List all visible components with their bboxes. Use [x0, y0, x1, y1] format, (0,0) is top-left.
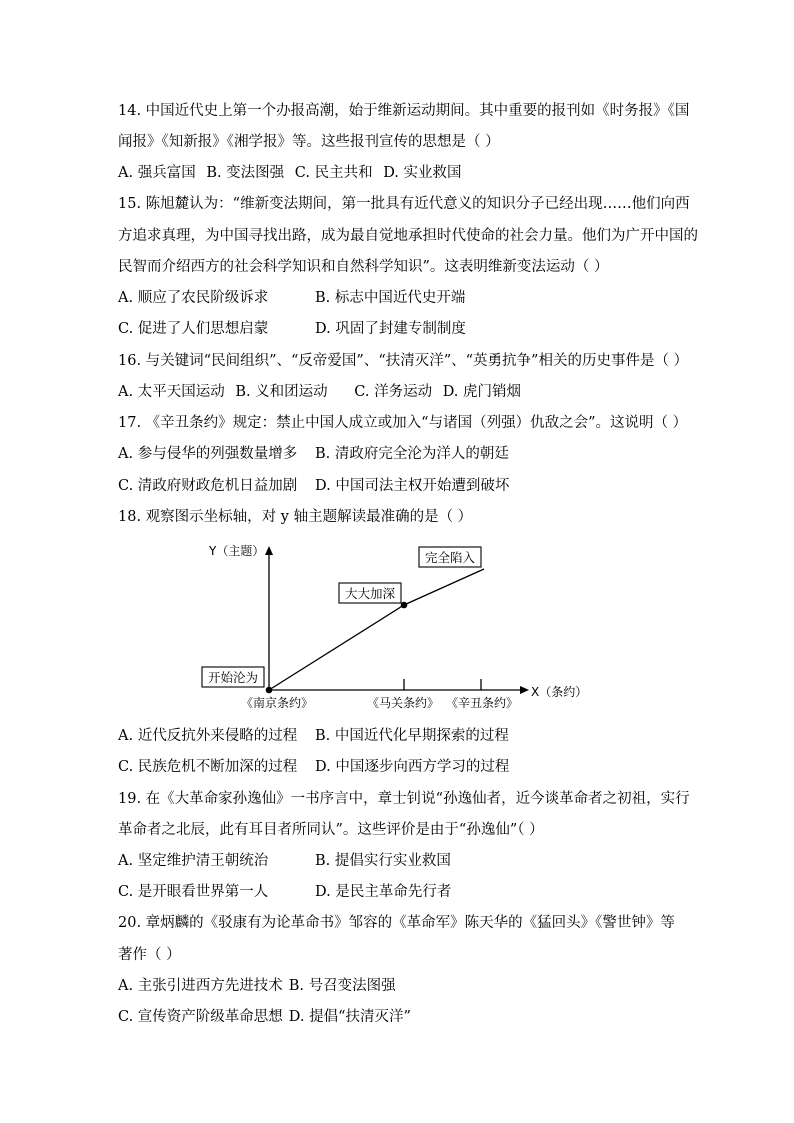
q19-option-b[interactable]: B. 提倡实行实业救国 [315, 853, 451, 869]
q18-options-row-2 [118, 757, 688, 777]
tick-label-xinchou: 《辛丑条约》 [446, 696, 519, 710]
q16-stem: 16. 与关键词“民间组织”、“反帝爱国”、“扶清灭洋”、“英勇抗争”相关的历史事件是（ ） [118, 353, 689, 369]
q20-options-row-1 [118, 976, 688, 996]
q15-stem-line-2: 方追求真理，为中国寻找出路，成为最自觉地承担时代使命的社会力量。他们为广开中国的 [118, 228, 698, 244]
q14-option-b[interactable]: B. 变法图强 [206, 165, 285, 181]
q17-options-row-2 [118, 476, 688, 496]
q18-option-d[interactable]: D. 中国逐步向西方学习的过程 [315, 759, 510, 775]
q20-option-d[interactable]: D. 提倡“扶清灭洋” [288, 1009, 411, 1025]
q20-stem-line-1: 20. 章炳麟的《驳康有为论革命书》邹容的《革命军》陈天华的《猛回头》《警世钟》等 [118, 915, 675, 931]
q19-option-c[interactable]: C. 是开眼看世界第一人 [118, 884, 269, 900]
q16-option-a[interactable]: A. 太平天国运动 [118, 384, 225, 400]
q14-stem-line-2: 闻报》《知新报》《湘学报》等。这些报刊宣传的思想是（ ） [118, 134, 500, 150]
q16-option-d[interactable]: D. 虎门销烟 [442, 384, 522, 400]
q16-option-b[interactable]: B. 义和团运动 [235, 384, 328, 400]
q18-option-b[interactable]: B. 中国近代化早期探索的过程 [315, 728, 509, 744]
q15-option-c[interactable]: C. 促进了人们思想启蒙 [118, 321, 269, 337]
q18-stem: 18. 观察图示坐标轴，对 y 轴主题解读最准确的是（ ） [118, 509, 473, 525]
q17-option-a[interactable]: A. 参与侵华的列强数量增多 [118, 446, 298, 462]
q17-option-c[interactable]: C. 清政府财政危机日益加剧 [118, 478, 298, 494]
q18-option-c[interactable]: C. 民族危机不断加深的过程 [118, 759, 298, 775]
q15-stem-line-1: 15. 陈旭麓认为：“维新变法期间，第一批具有近代意义的知识分子已经出现……他们向西 [118, 196, 690, 212]
axis-diagram [195, 538, 595, 718]
q19-stem-line-1: 19. 在《大革命家孙逸仙》一书序言中，章士钊说“孙逸仙者，近今谈革命者之初祖，实行 [118, 791, 690, 807]
q17-stem: 17. 《辛丑条约》规定：禁止中国人成立或加入“与诸国（列强）仇敌之会”。这说明（ ） [118, 415, 688, 431]
q18-options-row-1 [118, 726, 688, 746]
q15-options-row-1 [118, 288, 688, 308]
q18-option-a[interactable]: A. 近代反抗外来侵略的过程 [118, 728, 298, 744]
q20-options-row-2 [118, 1007, 688, 1027]
q14-option-c[interactable]: C. 民主共和 [294, 165, 373, 181]
q14-options [118, 163, 688, 183]
q15-options-row-2 [118, 319, 688, 339]
q19-stem-line-2: 革命者之北辰，此有耳目者所同认”。这些评价是由于“孙逸仙”（ ） [118, 822, 544, 838]
box-middle: 大大加深 [345, 586, 396, 601]
y-axis-label: Y（主题） [209, 544, 265, 558]
q19-option-a[interactable]: A. 坚定维护清王朝统治 [118, 853, 269, 869]
q14-option-a[interactable]: A. 强兵富国 [118, 165, 196, 181]
q15-option-d[interactable]: D. 巩固了封建专制制度 [315, 321, 466, 337]
q17-option-b[interactable]: B. 清政府完全沦为洋人的朝廷 [315, 446, 509, 462]
q20-option-a[interactable]: A. 主张引进西方先进技术 [118, 978, 283, 994]
q19-options-row-2 [118, 882, 688, 902]
box-start: 开始沦为 [208, 670, 259, 685]
q17-options-row-1 [118, 444, 688, 464]
q14-stem-line-1: 14. 中国近代史上第一个办报高潮，始于维新运动期间。其中重要的报刊如《时务报》《国 [118, 103, 690, 119]
q19-options-row-1 [118, 851, 688, 871]
tick-label-maguan: 《马关条约》 [367, 696, 440, 710]
q15-option-b[interactable]: B. 标志中国近代史开端 [315, 290, 466, 306]
q20-stem-line-2: 著作（ ） [118, 947, 181, 963]
y-axis-arrow [265, 546, 273, 555]
q14-option-d[interactable]: D. 实业救国 [383, 165, 462, 181]
q20-option-b[interactable]: B. 号召变法图强 [288, 978, 396, 994]
point-middle [401, 602, 408, 609]
point-start [266, 687, 273, 694]
q15-stem-line-3: 民智而介绍西方的社会科学知识和自然科学知识”。这表明维新变法运动（ ） [118, 259, 609, 275]
tick-label-nanjing: 《南京条约》 [241, 696, 314, 710]
x-axis-arrow [520, 686, 529, 694]
box-end: 完全陷入 [425, 550, 476, 565]
x-axis-label: X（条约） [531, 685, 588, 699]
q16-options [118, 382, 688, 402]
q16-option-c[interactable]: C. 洋务运动 [354, 384, 433, 400]
q19-option-d[interactable]: D. 是民主革命先行者 [315, 884, 452, 900]
q15-option-a[interactable]: A. 顺应了农民阶级诉求 [118, 290, 269, 306]
q20-option-c[interactable]: C. 宣传资产阶级革命思想 [118, 1009, 283, 1025]
q17-option-d[interactable]: D. 中国司法主权开始遭到破坏 [315, 478, 510, 494]
